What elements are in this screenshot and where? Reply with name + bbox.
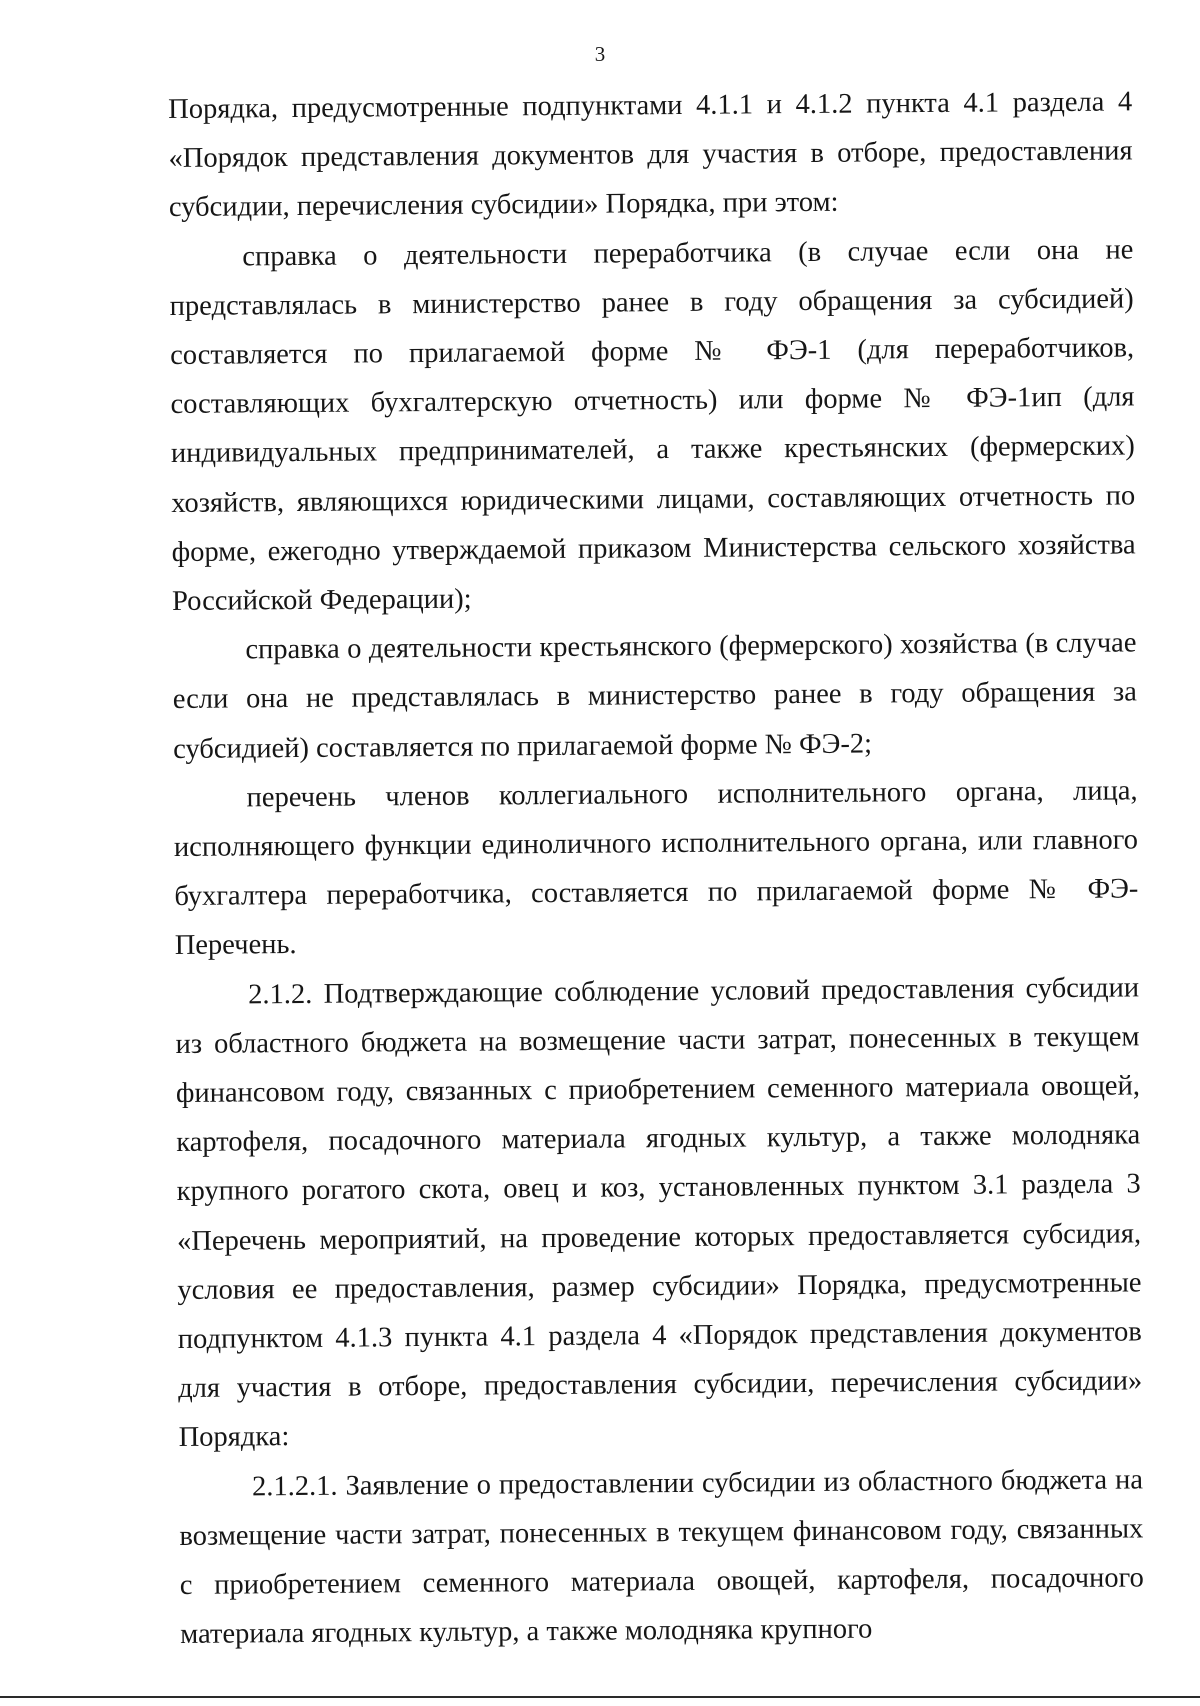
document-body [168,77,1144,1659]
paragraph-continuation: Порядка, предусмотренные подпунктами 4.1.1 и 4.1.2 пункта 4.1 раздела 4 «Порядок представления документов для участия в отборе, предоставления субсидии, перечисления субсидии» Порядка, при этом: [168,86,1133,224]
page-number: 3 [594,42,606,66]
paragraph-fe-list: перечень членов коллегиального исполнительного органа, лица, исполняющего функции единоличного исполнительного органа, или главного бухгалтера переработчика, составляется по прилагаемой форме № ФЭ-Перечень. [173,775,1139,962]
paragraph-fe2-reference: справка о деятельности крестьянского (фермерского) хозяйства (в случае если она не представлялась в министерство ранее в году обращения за субсидией) составляется по прилагаемой форме № ФЭ-2; [172,627,1137,765]
paragraph-2-1-2: 2.1.2. Подтверждающие соблюдение условий предоставления субсидии из областного бюджета на возмещение части затрат, понесенных в текущем финансовом году, связанных с приобретением семенного материала овощей, картофеля, посадочного материала ягодных культур, а также молодняка крупного рогатого скота, овец и коз, установленных пунктом 3.1 раздела 3 «Перечень мероприятий, на проведение которых предоставляется субсидия, условия ее предоставления, размер субсидии» Порядка, предусмотренные подпунктом 4.1.3 пункта 4.1 раздела 4 «Порядок представления документов для участия в отборе, предоставления субсидии, перечисления субсидии» Порядка: [175,972,1143,1454]
paragraph-2-1-2-1: 2.1.2.1. Заявление о предоставлении субсидии из областного бюджета на возмещение части затрат, понесенных в текущем финансовом году, связанных с приобретением семенного материала овощей, картофеля, посадочного материала ягодных культур, а также молодняка крупного [179,1464,1144,1651]
scan-bottom-border [0,1696,1200,1698]
paragraph-fe1-reference: справка о деятельности переработчика (в случае если она не представлялась в министерство ранее в году обращения за субсидией) составляется по прилагаемой форме № ФЭ-1 (для переработчиков, составляющих бухгалтерскую отчетность) или форме № ФЭ-1ип (для индивидуальных предпринимателей, а также крестьянских (фермерских) хозяйств, являющихся юридическими лицами, составляющих отчетность по форме, ежегодно утверждаемой приказом Министерства сельского хозяйства Российской Федерации); [169,234,1136,618]
